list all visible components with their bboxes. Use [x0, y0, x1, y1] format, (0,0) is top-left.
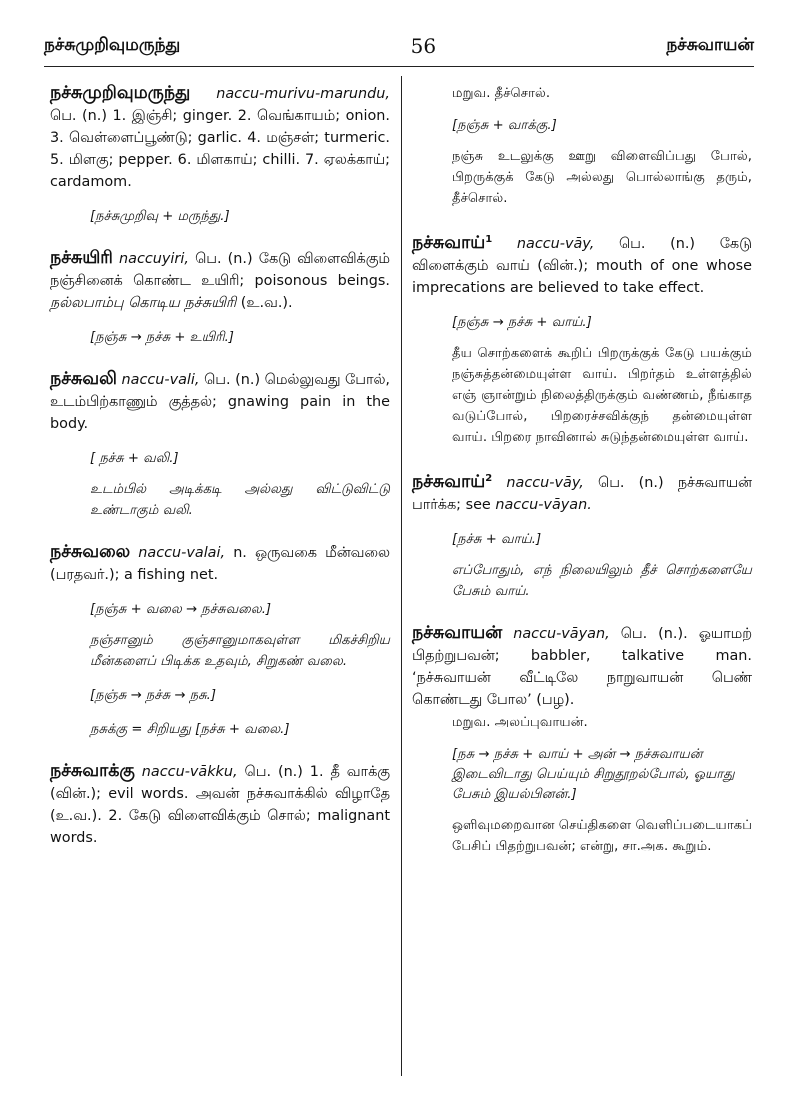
homonym-number: 1: [485, 234, 493, 245]
etymology: [நச்சுமுறிவு + மருந்து.]: [90, 209, 230, 224]
etymology-secondary: [நஞ்சு → நச்சு → நசு.]: [90, 688, 217, 703]
definition-text: பெ. (n.) மெல்லுவது போல், உடம்பிற்காணும் குத்தல்; gnawing pain in the body.: [50, 372, 390, 432]
cross-reference: naccu-vāyan.: [495, 496, 592, 513]
explanatory-note: நஞ்சு உடலுக்கு ஊறு விளைவிப்பது போல், பிறருக்குக் கேடு அல்லது பொல்லாங்கு தரும், தீச்சொல்.: [452, 149, 752, 206]
explanatory-note: எப்போதும், எந் நிலையிலும் தீச் சொற்களையே பேசும் வாய்.: [452, 562, 752, 599]
etymology: [நசு → நச்சு + வாய் + அன் → நச்சுவாயன் இடைவிடாது பெய்யும் சிறுதூறல்போல், ஓயாது பேசும் இயல்பினன்.]: [452, 746, 735, 802]
explanatory-note: தீய சொற்களைக் கூறிப் பிறருக்குக் கேடு பயக்கும் நஞ்சுத்தன்மையுள்ள வாய். பிறர்தம் உள்ளத்தில் எஞ் ஞான்றும் நிலைத்திருக்கும் வண்ணம், நீங்காத வடுப்போல், பிறரைச்சவிக்குந் தன்மையுள்ள வாய். பிறரை நாவினால் சுடுந்தன்மையுள்ள வாய்.: [452, 345, 752, 445]
transliteration: naccu-vākku,: [134, 764, 245, 780]
entry-nacchuyiri: [50, 247, 390, 348]
example-phrase: நல்லபாம்பு கொடிய நச்சுயிரி: [50, 295, 237, 311]
transliteration: naccu-vāy,: [492, 474, 598, 491]
transliteration: naccuyiri,: [112, 251, 196, 267]
running-header: [44, 28, 754, 64]
headword: நச்சுவாய்: [412, 232, 486, 253]
entry-definition: [50, 541, 390, 586]
entry-nacchuvaay-2: [412, 468, 752, 602]
headword: நச்சுவாய்: [412, 471, 486, 492]
definition-text: பெ. (n.) கேடு விளைக்கும் வாய் (வின்.); mouth of one whose imprecations are believed to take effect.: [412, 235, 752, 296]
definition-text: n. ஒருவகை மீன்வலை (பரதவர்.); a fishing net.: [50, 545, 390, 583]
header-first-word: நச்சுமுறிவுமருந்து: [44, 35, 181, 55]
synonym-line: மறுவ. அலப்புவாயன்.: [452, 714, 588, 730]
headword: நச்சுவாயன்: [412, 622, 503, 643]
headword: நச்சுவலி: [50, 369, 117, 389]
entry-nacchuvaakku: [50, 760, 390, 849]
explanatory-note: நஞ்சானும் குஞ்சானுமாகவுள்ள மிகச்சிறிய மீன்களைப் பிடிக்க உதவும், சிறுகண் வலை.: [90, 633, 390, 669]
right-column: [412, 82, 752, 877]
etymology: [நஞ்சு → நச்சு + வாய்.]: [452, 314, 592, 330]
transliteration: naccu-vāyan,: [502, 625, 621, 642]
entry-nacchuvaakku-continued: [412, 86, 752, 209]
left-column: [50, 82, 390, 869]
entry-definition: [412, 622, 752, 711]
etymology: [நச்சு + வாய்.]: [452, 531, 542, 547]
entry-nacchumurivumarundhu: [50, 82, 390, 227]
definition-text: பெ. (n.). ஓயாமற் பிதற்றுபவன்; babbler, talkative man. ‘நச்சுவாயன் வீட்டிலே நாறுவாயன் பெண் கொண்டது போல’ (பழ).: [412, 625, 753, 708]
explanatory-note: உடம்பில் அடிக்கடி அல்லது விட்டுவிட்டு உண்டாகும் வலி.: [90, 482, 390, 518]
entry-definition: [50, 368, 390, 435]
column-divider: [401, 76, 402, 1076]
entry-definition: [50, 247, 390, 314]
etymology-tertiary: நசுக்கு = சிறியது [நச்சு + வலை.]: [90, 722, 290, 737]
headword: நச்சுவாக்கு: [50, 761, 135, 781]
definition-text: பெ. (n.) 1. தீ வாக்கு (வின்.); evil words. அவன் நச்சுவாக்கில் விழாதே (உ.வ.). 2. கேடு விளைவிக்கும் சொல்; malignant words.: [50, 764, 390, 846]
headword: நச்சுமுறிவுமருந்து: [50, 83, 191, 103]
etymology: [நஞ்சு + வாக்கு.]: [452, 118, 557, 133]
etymology: [ நச்சு + வலி.]: [90, 451, 179, 466]
entry-definition: [412, 468, 752, 516]
entry-definition: [412, 229, 752, 299]
definition-text: பெ. (n.) கேடு விளைவிக்கும் நஞ்சினைக் கொண்ட உயிரி; poisonous beings.: [50, 251, 390, 289]
header-rule: [44, 66, 754, 67]
transliteration: naccu-valai,: [130, 545, 234, 561]
transliteration: naccu-vali,: [116, 372, 205, 388]
entry-nacchuvaay-1: [412, 229, 752, 448]
headword: நச்சுவலை: [50, 542, 131, 562]
definition-text: பெ. (n.) நச்சுவாயன் பார்க்க; see: [412, 474, 752, 513]
homonym-number: 2: [485, 472, 493, 484]
entry-definition: [50, 82, 390, 193]
header-last-word: நச்சுவாயன்: [666, 35, 754, 55]
entry-nacchuvali: [50, 368, 390, 521]
entry-nacchuvalai: [50, 541, 390, 740]
entry-nacchuvaayan: [412, 622, 752, 857]
etymology: [நஞ்சு + வலை → நச்சுவலை.]: [90, 602, 272, 617]
page-number: 56: [410, 34, 437, 58]
transliteration: naccu-murivu-marundu,: [190, 86, 390, 102]
entry-definition: [50, 760, 390, 849]
headword: நச்சுயிரி: [50, 248, 113, 268]
definition-text: பெ. (n.) 1. இஞ்சி; ginger. 2. வெங்காயம்; onion. 3. வெள்ளைப்பூண்டு; garlic. 4. மஞ்சள்; turmeric. 5. மிளகு; pepper. 6. மிளகாய்; chilli. 7. ஏலக்காய்; cardamom.: [50, 108, 390, 190]
explanatory-note: ஒளிவுமறைவான செய்திகளை வெளிப்படையாகப் பேசிப் பிதற்றுபவன்; என்று, சா.அக. கூறும்.: [452, 817, 753, 854]
transliteration: naccu-vāy,: [492, 235, 619, 252]
synonym-line: மறுவ. தீச்சொல்.: [452, 86, 551, 101]
definition-source: (உ.வ.).: [236, 295, 293, 311]
etymology: [நஞ்சு → நச்சு + உயிரி.]: [90, 330, 234, 345]
